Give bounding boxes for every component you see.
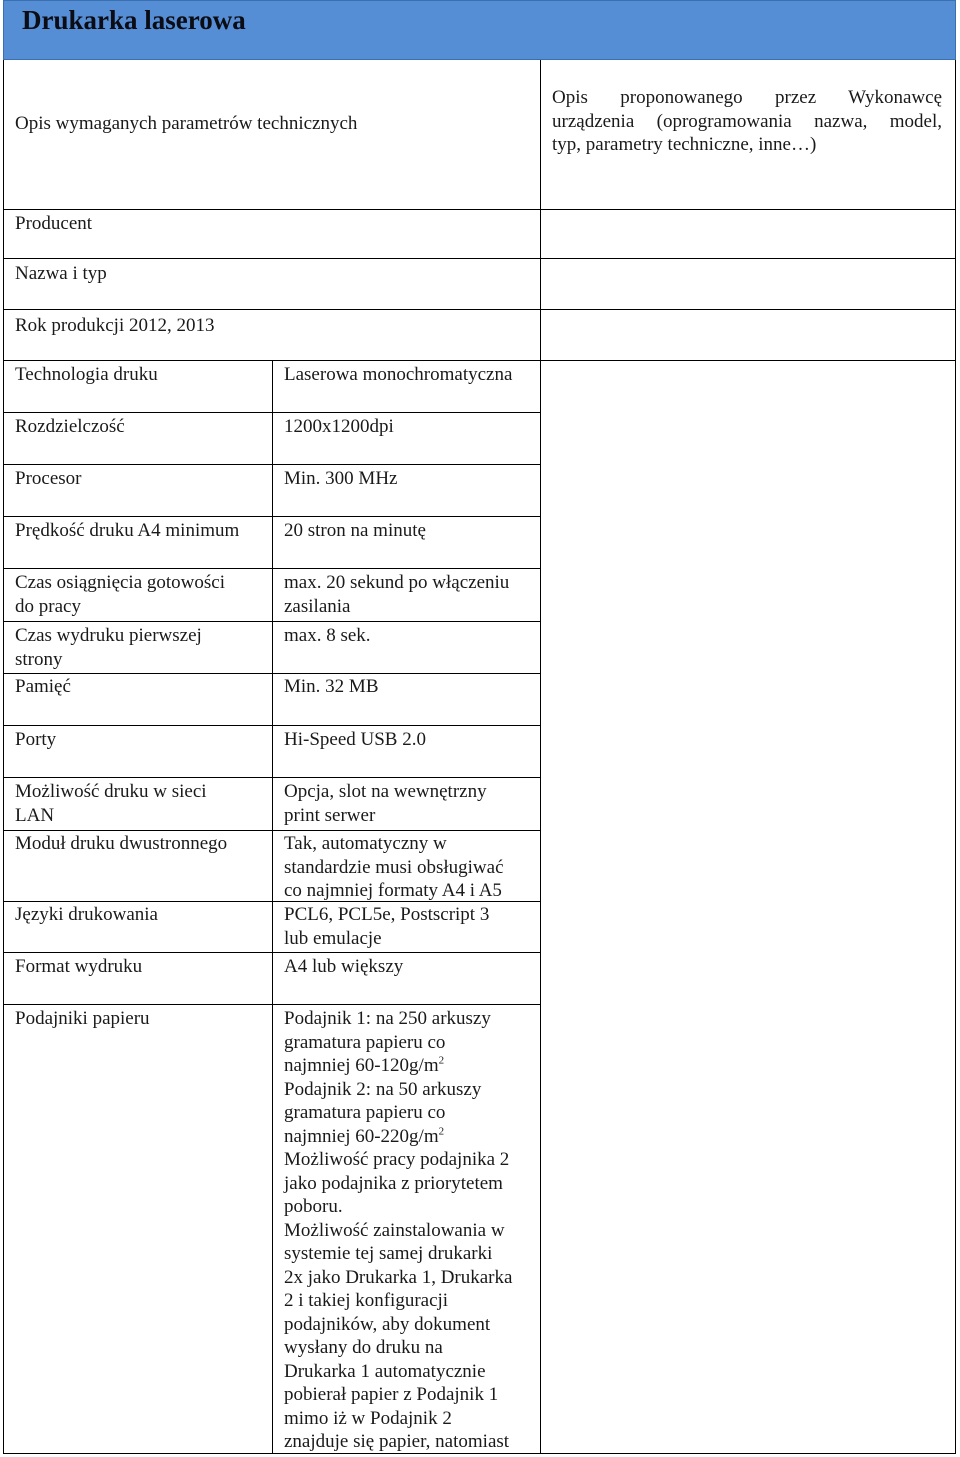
row-label-line: Czas wydruku pierwszej <box>15 625 202 646</box>
row-value-line: podajników, aby dokument <box>284 1313 491 1335</box>
row-label-wydruk <box>15 624 202 671</box>
row-value-siec <box>284 780 487 827</box>
row-label-dupleks: Moduł druku dwustronnego <box>15 833 228 854</box>
row-label-line: LAN <box>15 804 55 826</box>
column-divider-offered <box>540 60 541 1454</box>
row-value-line: lub emulacje <box>284 927 382 949</box>
row-divider <box>3 952 541 953</box>
row-divider <box>3 673 541 674</box>
row-value-line: Podajnik 1: na 250 arkuszy <box>284 1008 491 1029</box>
row-label-format: Format wydruku <box>15 956 143 977</box>
row-value-porty: Hi-Speed USB 2.0 <box>284 729 426 750</box>
row-label-technologia: Technologia druku <box>15 364 158 385</box>
row-divider <box>3 412 541 413</box>
row-value-line <box>284 1125 512 1149</box>
row-value-line: Możliwość pracy podajnika 2 <box>284 1149 510 1170</box>
row-divider <box>3 621 541 622</box>
row-divider <box>3 258 956 259</box>
row-value-line: mimo iż w Podajnik 2 <box>284 1407 452 1429</box>
row-divider <box>3 830 541 831</box>
row-value-line: systemie tej samej drukarki <box>284 1243 493 1264</box>
section-title: Drukarka laserowa <box>22 5 246 35</box>
row-value-line: Drukarka 1 automatycznie <box>284 1360 486 1382</box>
row-label-gotowosc <box>15 571 225 618</box>
column-header-required: Opis wymaganych parametrów technicznych <box>15 113 358 134</box>
row-label-line: Możliwość druku w sieci <box>15 781 207 802</box>
row-label-jezyki: Języki drukowania <box>15 904 158 925</box>
row-divider <box>3 360 956 361</box>
row-value-line: gramatura papieru co <box>284 1031 446 1053</box>
row-value-line: Możliwość zainstalowania w <box>284 1219 505 1241</box>
row-label-predkosc: Prędkość druku A4 minimum <box>15 520 240 541</box>
row-label-siec <box>15 780 207 827</box>
row-divider <box>3 777 541 778</box>
row-value-line: standardzie musi obsługiwać <box>284 856 504 878</box>
row-divider <box>3 309 956 310</box>
row-divider <box>3 1004 541 1005</box>
row-value-line: print serwer <box>284 804 376 826</box>
row-value-line: max. 20 sekund po włączeniu <box>284 572 510 593</box>
row-value-line: Opcja, slot na wewnętrzny <box>284 781 487 802</box>
row-value-line: zasilania <box>284 595 351 617</box>
row-label-pamiec: Pamięć <box>15 676 71 697</box>
row-label-producent: Producent <box>15 213 93 234</box>
row-value-rozdzielczosc: 1200x1200dpi <box>284 416 394 437</box>
row-divider <box>3 725 541 726</box>
row-value-line: wysłany do druku na <box>284 1337 443 1358</box>
row-value-line: pobierał papier z Podajnik 1 <box>284 1384 499 1405</box>
column-header-offered-line: typ, parametry techniczne, inne…) <box>552 134 817 155</box>
section-header <box>3 0 956 60</box>
text: najmniej 60-220g/m <box>284 1125 439 1147</box>
row-value-procesor: Min. 300 MHz <box>284 468 398 489</box>
row-label-podajniki: Podajniki papieru <box>15 1008 150 1029</box>
row-value-dupleks <box>284 832 504 903</box>
column-header-offered-line: urządzenia (oprogramowania nazwa, model, <box>552 110 942 132</box>
row-label-nazwa: Nazwa i typ <box>15 263 107 284</box>
row-label-porty: Porty <box>15 729 57 750</box>
superscript: 2 <box>438 1054 445 1067</box>
row-value-technologia: Laserowa monochromatyczna <box>284 364 513 385</box>
row-label-rozdzielczosc: Rozdzielczość <box>15 416 125 437</box>
column-divider-value <box>272 360 273 1454</box>
row-label-line: strony <box>15 648 63 670</box>
row-value-line <box>284 1054 512 1078</box>
row-value-line: PCL6, PCL5e, Postscript 3 <box>284 904 490 925</box>
row-value-line: 2x jako Drukarka 1, Drukarka <box>284 1266 513 1288</box>
table-border-right <box>955 60 956 1454</box>
row-value-line: gramatura papieru co <box>284 1102 446 1123</box>
row-label-line: Czas osiągnięcia gotowości <box>15 572 226 593</box>
row-value-line: Tak, automatyczny w <box>284 833 447 854</box>
row-divider <box>3 568 541 569</box>
row-value-predkosc: 20 stron na minutę <box>284 520 426 541</box>
column-header-offered <box>552 86 942 157</box>
row-value-line: 2 i takiej konfiguracji <box>284 1290 449 1311</box>
row-value-pamiec: Min. 32 MB <box>284 676 379 697</box>
row-label-line: do pracy <box>15 595 81 617</box>
row-value-gotowosc <box>284 571 509 618</box>
column-header-offered-line: Opis proponowanego przez Wykonawcę <box>552 87 942 108</box>
row-value-wydruk: max. 8 sek. <box>284 625 371 646</box>
row-divider <box>3 209 956 210</box>
text: najmniej 60-120g/m <box>284 1055 439 1076</box>
row-value-jezyki <box>284 903 489 950</box>
row-divider <box>3 464 541 465</box>
row-value-line: znajduje się papier, natomiast <box>284 1431 510 1452</box>
row-label-rok: Rok produkcji 2012, 2013 <box>15 315 215 336</box>
superscript: 2 <box>438 1125 445 1138</box>
row-value-line: jako podajnika z priorytetem <box>284 1172 503 1194</box>
row-label-procesor: Procesor <box>15 468 82 489</box>
table-border-left <box>3 60 4 1454</box>
row-value-line: co najmniej formaty A4 i A5 <box>284 880 502 901</box>
row-value-line: poboru. <box>284 1196 343 1217</box>
row-divider <box>3 516 541 517</box>
row-value-format: A4 lub większy <box>284 956 404 977</box>
row-value-line: Podajnik 2: na 50 arkuszy <box>284 1078 482 1100</box>
row-value-podajniki <box>284 1007 512 1454</box>
